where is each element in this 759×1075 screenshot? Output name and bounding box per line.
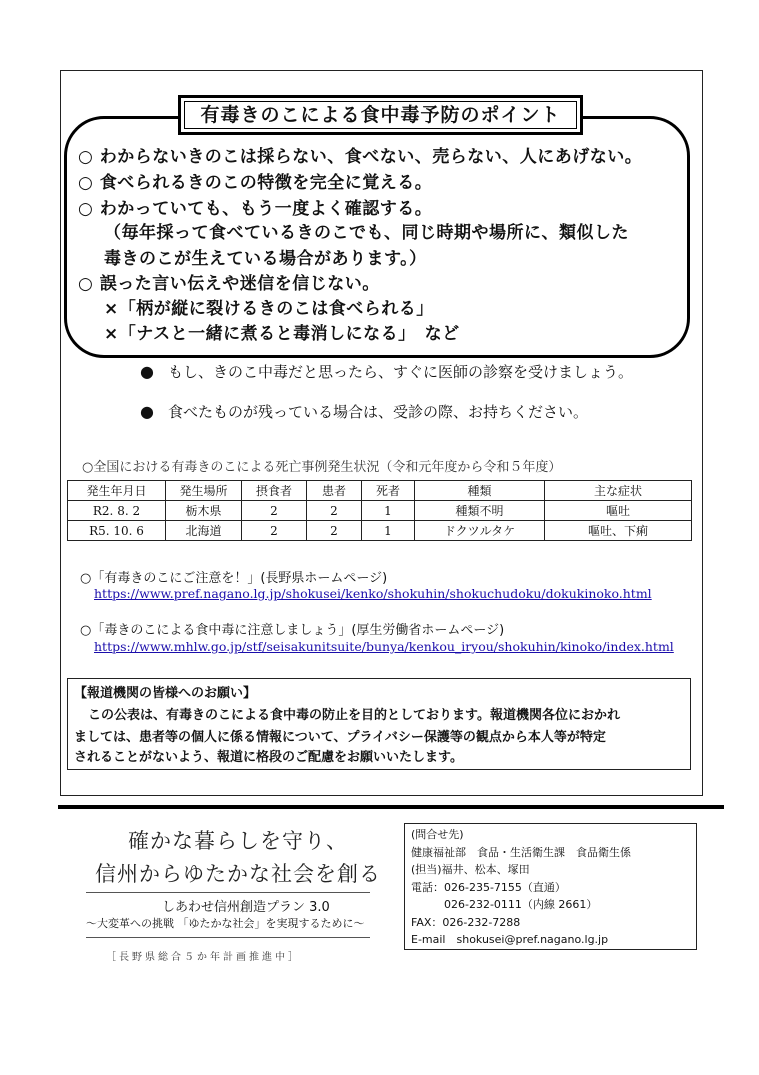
- table-cell: 栃木県: [166, 501, 242, 521]
- contact-line: (担当)福井、松本、塚田: [411, 863, 530, 876]
- table-header: 種類: [415, 481, 545, 501]
- table-cell: 1: [362, 521, 415, 541]
- press-notice-line: ましては、患者等の個人に係る情報について、プライバシー保護等の観点から本人等が特定: [74, 730, 606, 745]
- press-notice-line: されることがないよう、報道に格段のご配慮をお願いいたします。: [74, 750, 463, 765]
- reference-title-nagano: ○「有毒きのこにご注意を！」(長野県ホームページ): [80, 571, 388, 586]
- press-notice-heading: 【報道機関の皆様へのお願い】: [74, 686, 257, 701]
- death-cases-table: [67, 480, 692, 541]
- press-notice-box: [67, 678, 691, 770]
- point-line: ×「柄が縦に裂けるきのこは食べられる」: [104, 299, 434, 319]
- advice-text: もし、きのこ中毒だと思ったら、すぐに医師の診察を受けましょう。: [167, 363, 633, 381]
- table-cell: R2. 8. 2: [68, 501, 166, 521]
- reference-link-nagano[interactable]: https://www.pref.nagano.lg.jp/shokusei/kenko/shokuhin/shokuchudoku/dokukinoko.html: [94, 586, 652, 601]
- table-header: 発生場所: [166, 481, 242, 501]
- table-cell: 嘔吐、下痢: [545, 521, 692, 541]
- bullet-icon: ●: [140, 362, 154, 381]
- plan-divider-bottom: [86, 937, 370, 938]
- plan-subtitle: ～大変革への挑戦 「ゆたかな社会」を実現するために～: [86, 917, 365, 930]
- reference-link-mhlw[interactable]: https://www.mhlw.go.jp/stf/seisakunitsuite/bunya/kenkou_iryou/shokuhin/kinoko/index.html: [94, 639, 674, 654]
- advice-item: [140, 402, 588, 422]
- point-line: ×「ナスと一緒に煮ると毒消しになる」 など: [104, 324, 460, 344]
- point-line: ○ わからないきのこは採らない、食べない、売らない、人にあげない。: [78, 147, 643, 167]
- contact-line: 026-232-0111（内線 2661）: [411, 898, 598, 911]
- point-line: ○ 食べられるきのこの特徴を完全に覚える。: [78, 173, 433, 193]
- prevention-points-title: 有毒きのこによる食中毒予防のポイント: [178, 95, 583, 135]
- advice-text: 食べたものが残っている場合は、受診の際、お持ちください。: [167, 403, 588, 421]
- footer-divider: [58, 805, 724, 809]
- contact-line: FAX：026-232-7288: [411, 915, 521, 929]
- point-line: ○ わかっていても、もう一度よく確認する。: [78, 199, 433, 219]
- table-header: 摂食者: [242, 481, 307, 501]
- table-cell: 種類不明: [415, 501, 545, 521]
- advice-item: [140, 362, 633, 382]
- table-row: [68, 501, 692, 521]
- plan-name: しあわせ信州創造プラン 3.0: [162, 900, 330, 915]
- contact-line: (問合せ先): [411, 828, 464, 841]
- table-cell: R5. 10. 6: [68, 521, 166, 541]
- bullet-icon: ●: [140, 402, 154, 421]
- table-header: 発生年月日: [68, 481, 166, 501]
- table-header-row: [68, 481, 692, 501]
- plan-banner: ［長野県総合５か年計画推進中］: [106, 952, 301, 963]
- table-row: [68, 521, 692, 541]
- contact-box: [404, 823, 697, 950]
- point-line: 毒きのこが生えている場合があります。）: [104, 249, 427, 269]
- table-header: 患者: [307, 481, 362, 501]
- cases-table-title: ○全国における有毒きのこによる死亡事例発生状況（令和元年度から令和５年度）: [82, 460, 562, 475]
- slogan-line-2: 信州からゆたかな社会を創る: [95, 862, 381, 886]
- table-cell: 2: [242, 501, 307, 521]
- contact-line: 健康福祉部 食品・生活衛生課 食品衛生係: [411, 845, 631, 859]
- table-cell: 北海道: [166, 521, 242, 541]
- table-cell: 2: [307, 501, 362, 521]
- table-header: 主な症状: [545, 481, 692, 501]
- table-cell: 嘔吐: [545, 501, 692, 521]
- plan-divider-top: [86, 892, 370, 893]
- contact-line[interactable]: E-mail shokusei@pref.nagano.lg.jp: [411, 933, 609, 946]
- press-notice-line: この公表は、有毒きのこによる食中毒の防止を目的としております。報道機関各位におかれ: [88, 708, 620, 723]
- point-line: ○ 誤った言い伝えや迷信を信じない。: [78, 274, 380, 294]
- reference-title-mhlw: ○「毒きのこによる食中毒に注意しましょう」(厚生労働省ホームページ): [80, 623, 505, 638]
- table-cell: ドクツルタケ: [415, 521, 545, 541]
- contact-line: 電話：026-235-7155（直通）: [411, 880, 566, 894]
- table-cell: 2: [242, 521, 307, 541]
- table-header: 死者: [362, 481, 415, 501]
- slogan-line-1: 確かな暮らしを守り、: [128, 829, 348, 853]
- table-cell: 1: [362, 501, 415, 521]
- table-cell: 2: [307, 521, 362, 541]
- point-line: （毎年採って食べているきのこでも、同じ時期や場所に、類似した: [104, 223, 629, 243]
